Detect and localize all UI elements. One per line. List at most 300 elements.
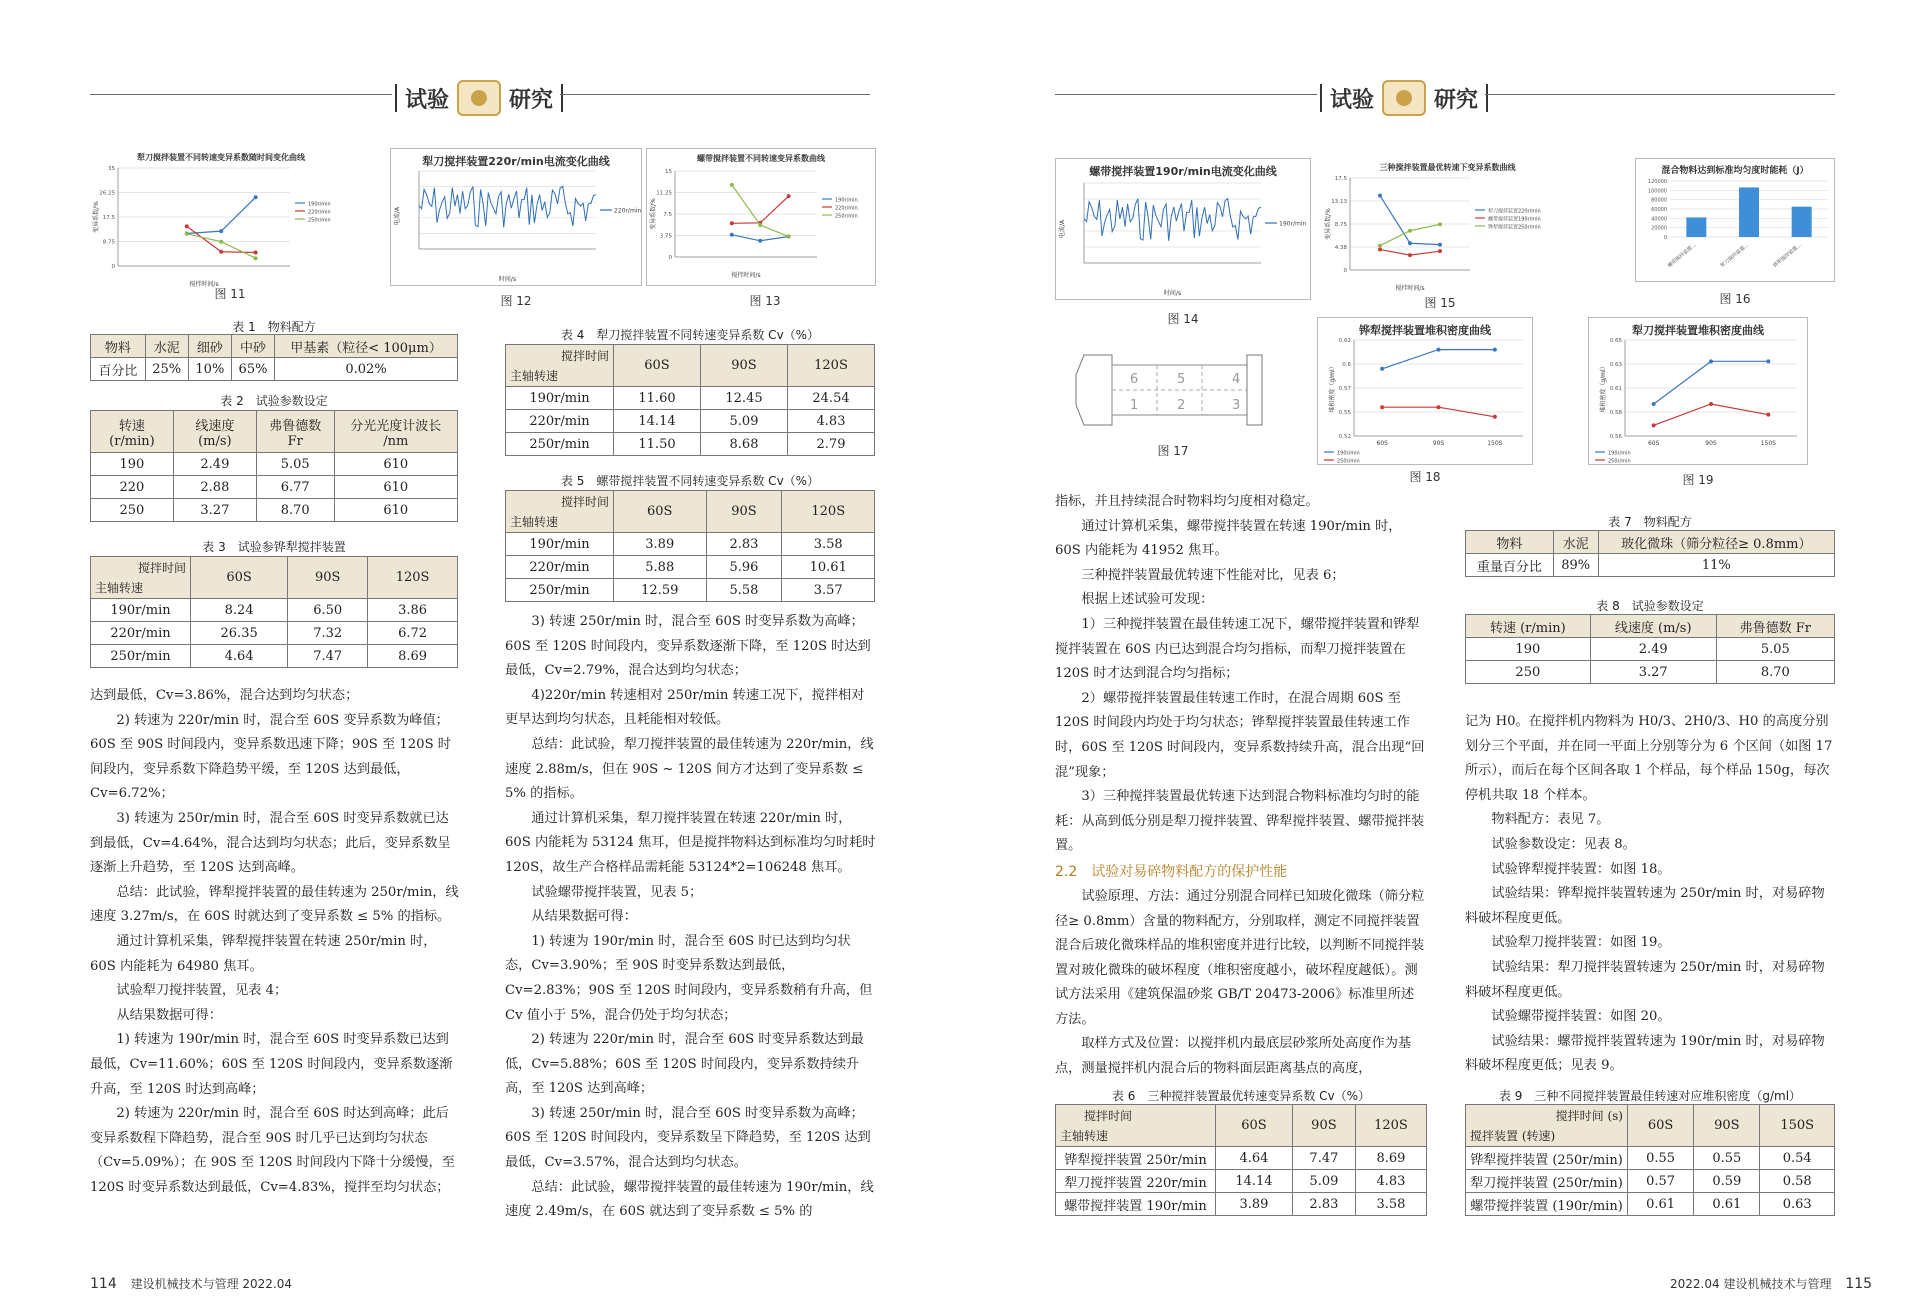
table-cell: 0.55 <box>1694 1147 1760 1170</box>
legend-label: 螺带搅拌装置190r/min <box>1488 216 1541 223</box>
paragraph: 总结：此试验，铧犁搅拌装置的最佳转速为 250r/min，线速度 3.27m/s，在 60S 时就达到了变异系数 ≤ 5% 的指标。 <box>90 884 459 925</box>
table-cell: 2.49 <box>1590 638 1716 661</box>
chart-svg <box>1589 318 1809 466</box>
y-axis-label: 堆积密度（g/ml） <box>1329 363 1336 413</box>
corner-bottom-label: 主轴转速 <box>95 581 144 595</box>
table-cell: 5.96 <box>706 556 782 579</box>
table-cell: 2.83 <box>706 533 782 556</box>
figure-caption: 图 18 <box>1409 470 1441 484</box>
chart-title: 犁刀搅拌装置堆积密度曲线 <box>1632 324 1764 337</box>
y-tick-label: 35 <box>108 166 115 172</box>
x-tick-label: 螺带搅拌装置… <box>1666 241 1698 270</box>
table-header-cell: 150S <box>1760 1105 1835 1147</box>
series-line-190r/min <box>1654 361 1769 404</box>
table-cell: 7.32 <box>288 622 368 645</box>
legend-label: 220r/min <box>835 205 858 212</box>
left-footer <box>90 1275 292 1292</box>
page-number: 115 <box>1845 1276 1873 1292</box>
chart-svg <box>1320 158 1575 292</box>
table-cell: 65% <box>231 358 274 381</box>
y-tick-label: 120000 <box>1647 179 1667 185</box>
table-header-cell: 120S <box>1355 1105 1426 1147</box>
issue-number: 2022.04 <box>1670 1277 1720 1291</box>
data-point <box>1438 249 1442 253</box>
table-cell: 5.05 <box>256 453 334 476</box>
y-axis-label: 变异系数/% <box>1325 208 1332 240</box>
table-header-cell: 120S <box>782 491 875 533</box>
paragraph: 3) 转速为 250r/min 时，混合至 60S 时变异系数就已达到最低，Cv=4.64%，混合达到均匀状态；此后，变异系数呈逐渐上升趋势，至 120S 达到高峰。 <box>90 810 451 876</box>
table-caption: 表 9 三种不同搅拌装置最佳转速对应堆积密度（g/ml） <box>1498 1089 1802 1103</box>
figure-19-chart <box>1588 317 1808 465</box>
header-title <box>395 80 563 116</box>
table-corner-cell <box>1056 1105 1216 1147</box>
mixer-section-diagram <box>1072 345 1272 435</box>
table-row <box>91 499 458 522</box>
table-row <box>1056 1193 1427 1216</box>
table-cell: 14.14 <box>1216 1170 1293 1193</box>
table-header-cell: 90S <box>701 345 788 387</box>
paragraph: 试验螺带搅拌装置：如图 20。 <box>1491 1009 1671 1025</box>
table-cell: 0.02% <box>275 358 458 381</box>
table-cell: 250 <box>1466 661 1591 684</box>
table-row <box>1466 1193 1835 1216</box>
series-line-犁刀搅拌装置220r/min <box>1380 196 1440 245</box>
paragraph: 取样方式及位置：以搅拌机内最底层砂浆所处高度作为基点，测量搅拌机内混合后的物料面层距离基点的高度， <box>1055 1036 1412 1077</box>
table-caption: 表 7 物料配方 <box>1608 515 1692 529</box>
table-cell: 220r/min <box>91 622 191 645</box>
table-cell: 8.70 <box>256 499 334 522</box>
header-bar <box>561 84 563 112</box>
y-tick-label: 0.65 <box>1609 338 1622 344</box>
table-cell: 2.83 <box>1292 1193 1355 1216</box>
data-point <box>1709 359 1713 363</box>
table-header-cell: 线速度 (m/s) <box>1590 615 1716 638</box>
y-tick-label: 8.75 <box>1334 222 1347 228</box>
bar <box>1739 187 1759 237</box>
y-tick-label: 0 <box>1343 268 1347 274</box>
table-cell: 5.09 <box>701 410 788 433</box>
zone-number: 4 <box>1232 372 1241 387</box>
table-cell: 5.05 <box>1716 638 1834 661</box>
table-cell: 3.57 <box>782 579 875 602</box>
y-tick-label: 0.55 <box>1338 410 1351 416</box>
paragraph: 试验结果：螺带搅拌装置转速为 190r/min 时，对易碎物料破坏程度更低；见表 9。 <box>1465 1033 1825 1074</box>
table-cell: 220r/min <box>506 410 614 433</box>
table-cell: 7.47 <box>1292 1147 1355 1170</box>
table-caption: 表 4 犁刀搅拌装置不同转速变异系数 Cv（%） <box>560 328 820 342</box>
table-header-cell: 细砂 <box>188 335 231 358</box>
header-title <box>1320 80 1488 116</box>
data-point <box>1408 241 1412 245</box>
x-tick-label: 犁刀搅拌装置… <box>1719 241 1751 270</box>
chart-svg <box>1318 318 1534 466</box>
table-cell: 7.47 <box>288 645 368 668</box>
paragraph: 从结果数据可得： <box>531 909 637 925</box>
journal-name: 建设机械技术与管理 <box>1723 1277 1832 1291</box>
paragraph: 1）三种搅拌装置在最佳转速工况下，螺带搅拌装置和铧犁搅拌装置在 60S 内已达到混合均匀指标，而犁刀搅拌装置在 120S 时才达到混合均匀指标； <box>1055 616 1420 682</box>
table-cell: 2.88 <box>173 476 256 499</box>
y-tick-label: 11.25 <box>656 190 672 197</box>
paragraph: 2）螺带搅拌装置最佳转速工作时，在混合周期 60S 至 120S 时间段内均处于均匀状态；铧犁搅拌装置最佳转速工作时，60S 至 120S 时间段内，变异系数持续升高，混合出现“回混”现象； <box>1055 690 1425 780</box>
y-tick-label: 0.6 <box>1342 362 1351 368</box>
data-point <box>1378 248 1382 252</box>
y-tick-label: 7.5 <box>663 212 672 218</box>
paragraph: 4)220r/min 转速相对 250r/min 转速工况下，搅拌相对更早达到均匀状态，且耗能相对较低。 <box>505 687 865 728</box>
table-header-cell: 90S <box>1694 1105 1760 1147</box>
x-axis-label: 时间/s <box>1163 290 1182 297</box>
paragraph: 总结：此试验，螺带搅拌装置的最佳转速为 190r/min，线速度 2.49m/s，在 60S 就达到了变异系数 ≤ 5% 的 <box>505 1179 874 1220</box>
y-tick-label: 20000 <box>1651 225 1667 232</box>
current-series-line <box>1084 199 1261 241</box>
table-row <box>506 433 875 456</box>
right-footer <box>1670 1275 1872 1292</box>
text-column-3 <box>1055 490 1427 1082</box>
corner-bottom-label: 搅拌装置 (转速) <box>1470 1129 1556 1143</box>
paragraph: 总结：此试验，犁刀搅拌装置的最佳转速为 220r/min，线速度 2.88m/s，但在 90S ~ 120S 间方才达到了变异系数 ≤ 5% 的指标。 <box>505 736 874 802</box>
table-cell: 5.09 <box>1292 1170 1355 1193</box>
y-tick-label: 100000 <box>1647 188 1667 195</box>
y-tick-label: 80000 <box>1651 197 1667 204</box>
paragraph: 试验结果：铧犁搅拌装置转速为 250r/min 时，对易碎物料破坏程度更低。 <box>1465 886 1825 926</box>
corner-top-label: 搅拌时间 <box>137 561 186 575</box>
table-header-cell: 转速 (r/min) <box>1466 615 1591 638</box>
y-tick-label: 0.63 <box>1609 362 1622 368</box>
x-tick-label: 150S <box>1487 440 1503 447</box>
figure-caption: 图 14 <box>1167 312 1199 326</box>
table-header-cell: 分光光度计波长 /nm <box>334 411 457 453</box>
table-cell: 25% <box>145 358 188 381</box>
page-number: 114 <box>90 1276 117 1292</box>
table-5 <box>505 490 875 602</box>
data-point <box>1652 402 1656 406</box>
table-cell: 犁刀搅拌装置 220r/min <box>1056 1170 1216 1193</box>
table-cell: 0.59 <box>1694 1170 1760 1193</box>
table-row <box>1056 1147 1427 1170</box>
y-tick-label: 15 <box>665 169 672 175</box>
data-point <box>219 229 223 233</box>
chart-title: 混合物料达到标准均匀度时能耗（J） <box>1661 166 1809 176</box>
data-point <box>1408 229 1412 233</box>
table-4 <box>505 344 875 456</box>
table-row <box>91 358 458 381</box>
paragraph: 3) 转速 250r/min 时，混合至 60S 时变异系数为高峰；60S 至 120S 时间段内，变异系数呈下降趋势，至 120S 达到最低，Cv=3.57%，混合达到均匀状态。 <box>505 1105 871 1171</box>
table-cell: 百分比 <box>91 358 146 381</box>
header-rule <box>560 94 870 95</box>
table-header-cell: 90S <box>706 491 782 533</box>
x-tick-label: 150S <box>1760 440 1776 447</box>
x-axis-label: 时间/s <box>498 276 517 283</box>
table-header-cell: 90S <box>288 557 368 599</box>
paragraph: 从结果数据可得： <box>116 1007 222 1023</box>
table-cell: 3.58 <box>1355 1193 1426 1216</box>
figure-caption: 图 15 <box>1424 296 1456 310</box>
table-row <box>506 533 875 556</box>
mixer-end-left <box>1076 355 1112 425</box>
data-point <box>1380 405 1384 409</box>
table-corner-cell <box>91 557 191 599</box>
y-tick-label: 0 <box>668 255 672 261</box>
table-9 <box>1465 1104 1835 1216</box>
table-cell: 0.63 <box>1760 1193 1835 1216</box>
table-row <box>1056 1170 1427 1193</box>
legend-label: 犁刀搅拌装置220r/min <box>1488 208 1541 215</box>
table-header-cell: 60S <box>614 491 707 533</box>
data-point <box>1437 405 1441 409</box>
table-cell: 220 <box>91 476 174 499</box>
x-tick-label: 60S <box>1647 440 1660 447</box>
table-header-cell: 线速度 (m/s) <box>173 411 256 453</box>
table-cell: 铧犁搅拌装置 (250r/min) <box>1466 1147 1628 1170</box>
data-point <box>1709 402 1713 406</box>
table-row <box>91 476 458 499</box>
data-point <box>758 239 762 243</box>
legend-label: 250r/min <box>308 217 331 224</box>
table-caption: 表 5 螺带搅拌装置不同转速变异系数 Cv（%） <box>560 474 820 488</box>
table-row <box>506 579 875 602</box>
series-line-190r/min <box>187 197 256 233</box>
series-line-250r/min <box>1654 404 1769 425</box>
data-point <box>787 235 791 239</box>
legend-label: 250r/min <box>1608 458 1631 465</box>
header-word-1: 试验 <box>1330 87 1375 113</box>
chart-title: 犁刀搅拌装置不同转速变异系数随时间变化曲线 <box>137 153 305 162</box>
y-tick-label: 0.62 <box>1338 338 1351 344</box>
y-tick-label: 26.25 <box>99 190 115 197</box>
table-cell: 190r/min <box>91 599 191 622</box>
chart-title: 铧犁搅拌装置堆积密度曲线 <box>1359 324 1491 337</box>
y-tick-label: 60000 <box>1651 207 1667 213</box>
table-cell: 26.35 <box>191 622 288 645</box>
current-series-line <box>419 186 596 227</box>
table-cell: 3.89 <box>614 533 707 556</box>
figure-16-chart <box>1635 158 1835 282</box>
table-cell: 250r/min <box>506 579 614 602</box>
y-tick-label: 0.61 <box>1609 386 1622 392</box>
y-axis-label: 变异系数/% <box>93 201 100 233</box>
zone-number: 6 <box>1130 372 1139 387</box>
table-cell: 犁刀搅拌装置 (250r/min) <box>1466 1170 1628 1193</box>
series-line-250r/min <box>187 234 256 258</box>
corner-top-label: 搅拌时间 <box>560 495 609 509</box>
left-header <box>90 70 870 120</box>
table-row <box>1466 1147 1835 1170</box>
figure-14-chart <box>1055 158 1311 300</box>
header-bar <box>1320 84 1322 112</box>
table-cell: 89% <box>1553 554 1598 577</box>
table-cell: 3.86 <box>368 599 458 622</box>
table-header-cell: 中砂 <box>231 335 274 358</box>
table-cell: 0.61 <box>1694 1193 1760 1216</box>
table-cell: 3.58 <box>782 533 875 556</box>
paragraph: 试验原理、方法：通过分别混合同样已知玻化微珠（筛分粒径≥ 0.8mm）含量的物料配方，分别取样，测定不同搅拌装置混合后玻化微珠样品的堆积密度并进行比较，以判断不同搅拌装置对玻化微珠的破坏程度（堆积密度越小，破坏程度越低）。测试方法采用《建筑保温砂浆 GB/T 20473-2006》标准里所述方法。 <box>1055 888 1425 1027</box>
corner-bottom-label: 主轴转速 <box>510 369 559 383</box>
header-word-1: 试验 <box>405 87 450 113</box>
paragraph: 试验参数设定：见表 8。 <box>1491 836 1636 852</box>
mixer-end-right <box>1247 355 1262 425</box>
table-cell: 12.45 <box>701 387 788 410</box>
table-corner-cell <box>1466 1105 1628 1147</box>
paragraph: 通过计算机采集，铧犁搅拌装置在转速 250r/min 时，60S 内能耗为 64980 焦耳。 <box>90 933 437 974</box>
journal-logo-icon <box>1382 80 1426 116</box>
table-row <box>1466 1170 1835 1193</box>
table-cell: 11.60 <box>614 387 701 410</box>
table-cell: 5.88 <box>614 556 707 579</box>
legend-label: 220r/min <box>308 209 331 216</box>
table-cell: 螺带搅拌装置 190r/min <box>1056 1193 1216 1216</box>
legend-label: 190r/min <box>835 197 858 204</box>
figure-13-chart <box>646 148 876 286</box>
paragraph: 通过计算机采集，犁刀搅拌装置在转速 220r/min 时，60S 内能耗为 53124 焦耳，但是搅拌物料达到标准均匀时耗时 120S，故生产合格样品需耗能 53124*2=106248 焦耳。 <box>505 810 876 875</box>
table-header-cell: 物料 <box>91 335 146 358</box>
paragraph: 根据上述试验可发现： <box>1081 592 1214 608</box>
data-point <box>219 240 223 244</box>
table-cell: 10.61 <box>782 556 875 579</box>
table-header-cell: 60S <box>1628 1105 1694 1147</box>
chart-title: 三种搅拌装置最优转速下变异系数曲线 <box>1379 163 1516 172</box>
chart-svg <box>391 149 643 287</box>
table-cell: 2.79 <box>788 433 875 456</box>
table-caption: 表 3 试验参铧犁搅拌装置 <box>202 540 346 554</box>
table-cell: 8.69 <box>368 645 458 668</box>
table-row <box>1466 661 1835 684</box>
corner-top-label: 搅拌时间 <box>560 349 609 363</box>
table-header-cell: 物料 <box>1466 531 1554 554</box>
table-cell: 3.89 <box>1216 1193 1293 1216</box>
table-caption: 表 1 物料配方 <box>232 320 316 334</box>
paragraph: 三种搅拌装置最优转速下性能对比，见表 6； <box>1081 567 1345 583</box>
figure-caption: 图 13 <box>749 294 781 308</box>
table-header-cell: 120S <box>788 345 875 387</box>
table-cell: 190r/min <box>506 533 614 556</box>
data-point <box>254 256 258 260</box>
legend-label: 190r/min <box>308 201 331 208</box>
table-header-cell: 弗鲁德数 Fr <box>256 411 334 453</box>
y-tick-label: 0 <box>1663 235 1667 241</box>
table-cell: 8.24 <box>191 599 288 622</box>
zone-number: 2 <box>1177 398 1186 413</box>
y-tick-label: 3.75 <box>659 233 672 240</box>
table-row <box>91 645 458 668</box>
paragraph: 通过计算机采集，螺带搅拌装置在转速 190r/min 时，60S 内能耗为 41952 焦耳。 <box>1055 518 1402 559</box>
zone-number: 5 <box>1177 372 1186 387</box>
y-tick-label: 0.58 <box>1609 410 1622 416</box>
table-cell: 14.14 <box>614 410 701 433</box>
table-cell: 190r/min <box>506 387 614 410</box>
y-tick-label: 17.5 <box>1334 176 1347 182</box>
data-point <box>1652 423 1656 427</box>
table-cell: 8.70 <box>1716 661 1834 684</box>
table-header-cell: 转速 (r/min) <box>91 411 174 453</box>
table-cell: 250 <box>91 499 174 522</box>
table-cell: 0.58 <box>1760 1170 1835 1193</box>
table-cell: 4.83 <box>788 410 875 433</box>
table-cell: 8.69 <box>1355 1147 1426 1170</box>
y-tick-label: 0.57 <box>1338 386 1351 392</box>
x-axis-label: 搅拌时间/s <box>189 281 219 288</box>
table-cell: 250r/min <box>91 645 191 668</box>
legend-label: 190r/min <box>1608 450 1631 457</box>
header-bar <box>395 84 397 112</box>
table-cell: 5.58 <box>706 579 782 602</box>
legend-label: 250r/min <box>1337 458 1360 465</box>
table-cell: 0.61 <box>1628 1193 1694 1216</box>
y-axis-label: 堆积密度（g/ml） <box>1600 363 1607 413</box>
table-corner-cell <box>506 491 614 533</box>
header-bar <box>1486 84 1488 112</box>
table-cell: 4.83 <box>1355 1170 1426 1193</box>
chart-title: 犁刀搅拌装置220r/min电流变化曲线 <box>422 155 610 168</box>
chart-svg <box>90 148 352 288</box>
chart-title: 螺带搅拌装置190r/min电流变化曲线 <box>1089 165 1277 178</box>
chart-svg <box>1636 159 1836 283</box>
y-tick-label: 0.56 <box>1609 434 1622 440</box>
corner-bottom-label: 主轴转速 <box>510 515 559 529</box>
table-cell: 610 <box>334 476 457 499</box>
table-cell: 6.50 <box>288 599 368 622</box>
table-cell: 10% <box>188 358 231 381</box>
section-heading: 2.2 试验对易碎物料配方的保护性能 <box>1055 863 1288 880</box>
table-cell: 610 <box>334 453 457 476</box>
paragraph: 试验铧犁搅拌装置：如图 18。 <box>1491 861 1671 877</box>
y-tick-label: 8.75 <box>102 239 115 246</box>
data-point <box>1493 348 1497 352</box>
figure-caption: 图 12 <box>500 294 532 308</box>
text-column-4 <box>1465 710 1837 1079</box>
table-header-cell: 60S <box>614 345 701 387</box>
figure-11-chart <box>90 148 352 288</box>
bar <box>1792 207 1812 237</box>
zone-number: 1 <box>1130 398 1139 413</box>
legend-label: 220r/min <box>614 207 642 215</box>
x-axis-label: 搅拌时间/s <box>731 272 761 279</box>
table-cell: 220r/min <box>506 556 614 579</box>
table-cell: 0.54 <box>1760 1147 1835 1170</box>
corner-top-label: 搅拌时间 <box>1084 1109 1133 1123</box>
table-header-cell: 60S <box>191 557 288 599</box>
table-8 <box>1465 614 1835 684</box>
table-cell: 3.27 <box>1590 661 1716 684</box>
y-axis-label: 变异系数/% <box>650 198 657 230</box>
table-cell: 3.27 <box>173 499 256 522</box>
table-cell: 0.55 <box>1628 1147 1694 1170</box>
data-point <box>758 223 762 227</box>
data-point <box>1493 415 1497 419</box>
table-header-cell: 甲基素（粒径< 100μm） <box>275 335 458 358</box>
chart-svg <box>1056 159 1312 301</box>
data-point <box>1766 359 1770 363</box>
table-cell: 12.59 <box>614 579 707 602</box>
table-header-cell: 90S <box>1292 1105 1355 1147</box>
header-rule <box>1485 94 1835 95</box>
table-cell: 8.68 <box>701 433 788 456</box>
journal-name: 建设机械技术与管理 <box>130 1277 239 1291</box>
legend-label: 铧犁搅拌装置250r/min <box>1488 224 1541 231</box>
figure-caption: 图 11 <box>214 287 246 301</box>
table-caption: 表 2 试验参数设定 <box>220 394 328 408</box>
figure-15-chart <box>1320 158 1575 292</box>
table-cell: 190 <box>1466 638 1591 661</box>
table-header-cell: 水泥 <box>145 335 188 358</box>
table-header-cell: 弗鲁德数 Fr <box>1716 615 1834 638</box>
table-cell: 4.64 <box>191 645 288 668</box>
table-cell: 4.64 <box>1216 1147 1293 1170</box>
paragraph: 物料配方：表见 7。 <box>1491 812 1610 828</box>
table-1 <box>90 334 458 381</box>
y-tick-label: 17.5 <box>102 215 115 221</box>
table-cell: 11.50 <box>614 433 701 456</box>
y-tick-label: 4.38 <box>1334 245 1347 251</box>
table-header-cell: 60S <box>1216 1105 1293 1147</box>
